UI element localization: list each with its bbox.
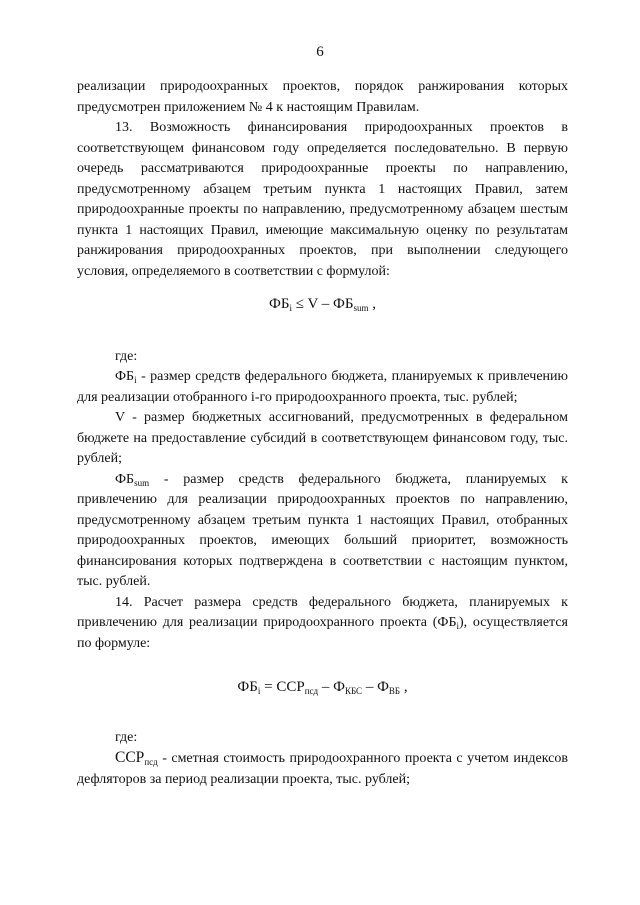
paragraph-13: 13. Возможность финансирования природоохранных проектов в соответствующем финансовом году определяется последовательно. В первую очередь рассматриваются природоохранные проекты по направлению, предусмотренному абзацем третьим пункта 1 настоящих Правил, затем природоохранные проекты по направлению, предусмотренному абзацем шестым пункта 1 настоящих Правил, имеющие максимальную оценку по результатам ранжирования природоохранных проектов, при выполнении следующего условия, определяемого в соответствии с формулой: <box>77 120 568 279</box>
formula-calculation: $ФБ_i = ССР_{псд} - Ф_{КБС} - Ф_{ВБ}$ , <box>237 679 408 696</box>
formula-condition: $ФБ_i \le V - ФБ_{sum}$ , <box>269 296 376 313</box>
definition-ssr: $ССР_{псд}$ - сметная стоимость природоохранного проекта с учетом индексов дефляторов за период реализации проекта, тыс. рублей; <box>77 749 568 787</box>
page-number: 6 <box>316 44 324 60</box>
definition-v: V - размер бюджетных ассигнований, предусмотренных в федеральном бюджете на предоставление субсидий в соответствующем финансовом году, тыс. рублей; <box>77 410 568 466</box>
where-label: где: <box>115 348 138 364</box>
paragraph-14: 14. Расчет размера средств федерального бюджета, планируемых к привлечению для реализации природоохранного проекта $(ФБ_i)$, осуществляется по формуле: <box>77 594 568 651</box>
paragraph-continued: реализации природоохранных проектов, порядок ранжирования которых предусмотрен приложением № 4 к настоящим Правилам. <box>77 79 568 115</box>
document-body <box>77 77 568 790</box>
definition-fbsum: $ФБ_{sum}$ - размер средств федерального бюджета, планируемых к привлечению для реализации природоохранных проектов по направлению, предусмотренному абзацем третьим пункта 1 настоящих Правил, отобранных природоохранных проектов, имеющих больший приоритет, возможность финансирования которых подтверждена в соответствии с настоящим пунктом, тыс. рублей. <box>77 471 568 589</box>
definition-fbi: $ФБ_i$ - размер средств федерального бюджета, планируемых к привлечению для реализации отобранного i-го природоохранного проекта, тыс. рублей; <box>77 369 568 405</box>
where-label-2: где: <box>115 729 138 745</box>
